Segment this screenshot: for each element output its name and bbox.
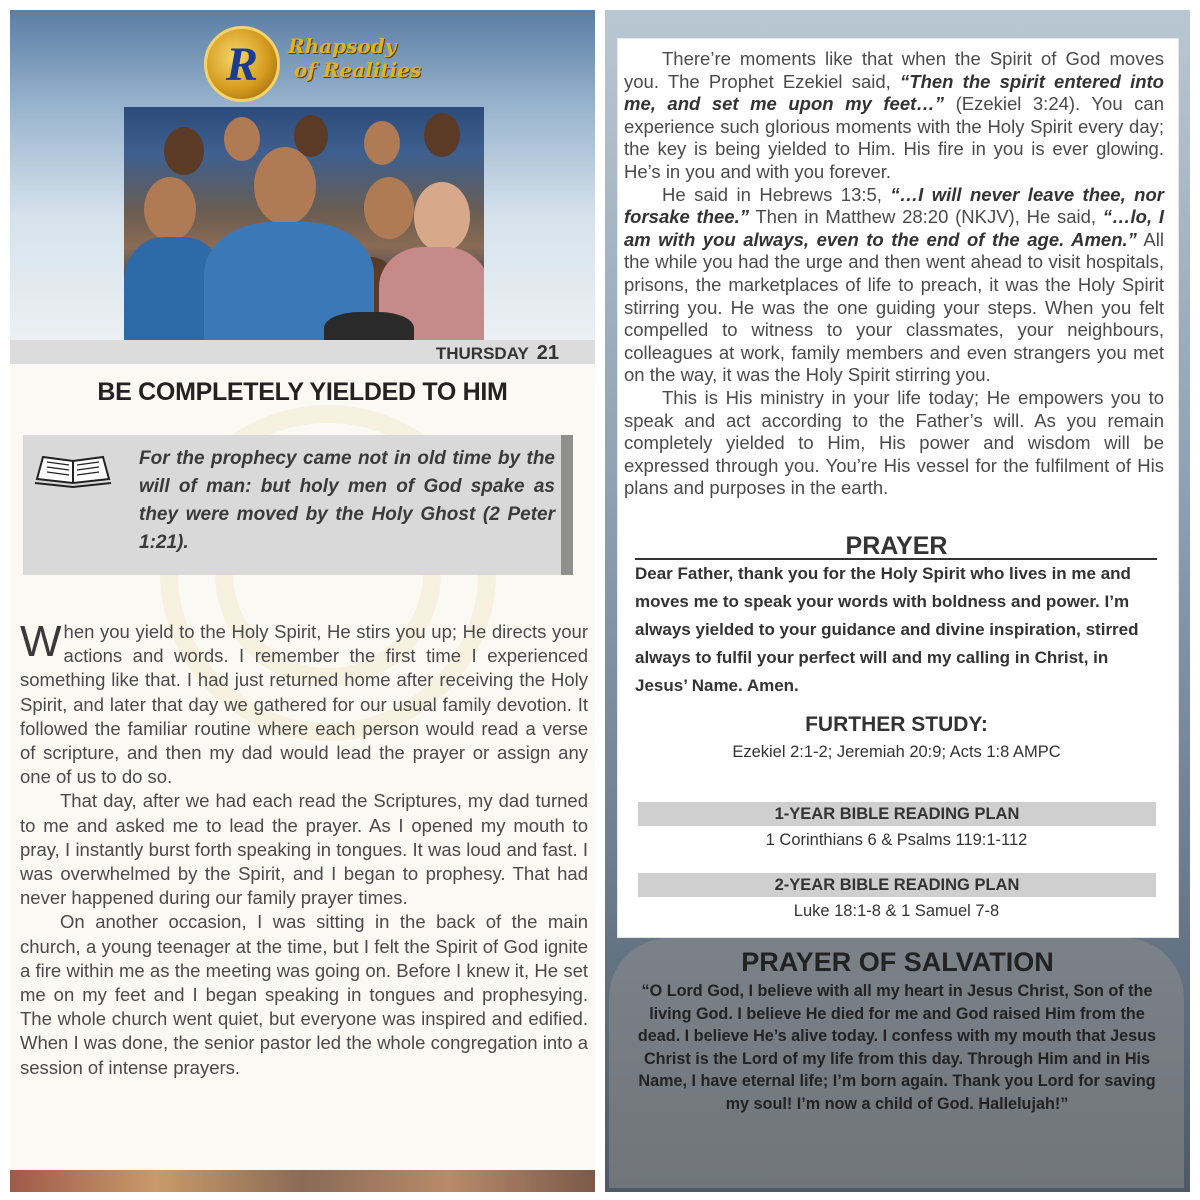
salvation-text: “O Lord God, I believe with all my heart in Jesus Christ, Son of the living God. I believe He died for me and God raised Him from the dead. I believe He’s alive today. I confess with my mouth that Jesus Christ is the Lord of my life from this day. Through Him and in His Name, I have eternal life; I’m born again. Thank you Lord for saving my soul! I’m now a child of God. Hallelujah!” xyxy=(637,982,1157,1113)
scripture-box xyxy=(23,435,573,575)
brand-logo xyxy=(196,20,426,110)
right-page xyxy=(605,10,1190,1192)
devotional-title: BE COMPLETELY YIELDED TO HIM xyxy=(97,378,508,406)
salvation-heading: PRAYER OF SALVATION xyxy=(741,947,1054,977)
drop-cap: W xyxy=(20,617,62,666)
left-page xyxy=(10,10,595,1192)
paragraph-1-text: hen you yield to the Holy Spirit, He stirs you up; He directs your actions and words. I remember the first time I experienced something like that. I had just returned home after receiving the Holy Spirit, and later that day we gathered for our usual family devotion. It followed the familiar routine where each person would read a verse of scripture, and then my dad would lead the prayer or assign any one of us to do so. xyxy=(20,621,588,788)
p4-text-b: (Ezekiel 3:24). You can experience such glorious moments with the Holy Spirit every day; the key is being yielded to Him. His fire in you is ever glowing. He’s in you and with you forever. xyxy=(624,93,1164,182)
further-study-heading: FURTHER STUDY: xyxy=(805,713,988,736)
brand-emblem-icon xyxy=(204,26,280,102)
plan1-text: 1 Corinthians 6 & Psalms 119:1-112 xyxy=(765,831,1028,849)
weekday: THURSDAY xyxy=(435,344,529,363)
open-book-icon xyxy=(33,449,113,489)
paragraph-2: That day, after we had each read the Scriptures, my dad turned to me and asked me to lead the prayer. As I opened my mouth to pray, I instantly burst forth speaking in tongues. It was loud and fast. I was overwhelmed by the Spirit, and I began to prophesy. That had never happened during our family prayer times. xyxy=(20,790,588,909)
prayer-heading: PRAYER xyxy=(845,532,948,560)
paragraph-1 xyxy=(20,617,588,789)
p5-text-b: Then in Matthew 28:20 (NKJV), He said, xyxy=(748,206,1103,228)
plan2-text: Luke 18:1-8 & 1 Samuel 7-8 xyxy=(793,902,1000,920)
brand-wordmark xyxy=(288,34,428,82)
date-label xyxy=(436,342,559,365)
paragraph-5 xyxy=(624,184,1164,387)
p5-text-c: All the while you had the urge and then went ahead to visit hospitals, prisons, the marketplaces of life to preach, it was the Holy Spirit stirring you. He was the one guiding your steps. When you felt compelled to witness to your classmates, your neighbours, colleagues at work, family members and even strangers you met on the way, it was the Holy Spirit stirring you. xyxy=(624,228,1164,386)
devotional-body-left xyxy=(20,617,588,1080)
brand-emblem-letter: R xyxy=(225,37,258,91)
congregation-photo xyxy=(124,107,484,340)
p4-text-a: There’re moments like that when the Spirit of God moves you. The Prophet Ezekiel said, xyxy=(624,48,1164,92)
paragraph-6: This is His ministry in your life today; He empowers you to speak and act according to the Father’s will. As you remain completely yielded to Him, His power and wisdom will be expressed through you. You’re His vessel for the fulfilment of His plans and purposes in the earth. xyxy=(624,386,1164,499)
scripture-text: For the prophecy came not in old time by the will of man: but holy men of God spake as they were moved by the Holy Ghost (2 Peter 1:21). xyxy=(139,448,555,553)
brand-line-2: of Realities xyxy=(294,58,422,82)
devotional-body-right xyxy=(624,48,1164,500)
further-study-text: Ezekiel 2:1-2; Jeremiah 20:9; Acts 1:8 AMPC xyxy=(732,743,1061,761)
p5-text-a: He said in Hebrews 13:5, xyxy=(662,183,891,205)
plan2-heading: 2-YEAR BIBLE READING PLAN xyxy=(638,873,1156,897)
hebrews-quote: “…I will never leave thee, nor forsake thee.” xyxy=(624,183,1164,228)
prayer-text: Dear Father, thank you for the Holy Spirit who lives in me and moves me to speak your words with boldness and power. I’m always yielded to your guidance and divine inspiration, stirred always to fulfil your perfect will and my calling in Christ, in Jesus’ Name. Amen. xyxy=(635,564,1139,695)
paragraph-4 xyxy=(624,48,1164,184)
date-bar xyxy=(10,340,595,364)
paragraph-3: On another occasion, I was sitting in the back of the main church, a young teenager at the time, but I felt the Spirit of God ignite a fire within me as the meeting was going on. Before I knew it, He set me on my feet and I began speaking in tongues and prophesying. The whole church went quiet, but everyone was inspired and edified. When I was done, the senior pastor led the whole congregation into a session of intense prayers. xyxy=(20,911,588,1078)
matthew-quote: “…lo, I am with you always, even to the end of the age. Amen.” xyxy=(624,206,1164,250)
ezekiel-quote: “Then the spirit entered into me, and set me upon my feet…” xyxy=(624,70,1164,115)
header-banner xyxy=(10,10,595,364)
brand-line-1: Rhapsody xyxy=(288,34,397,58)
day-number: 21 xyxy=(536,342,559,364)
bottom-photo-strip xyxy=(10,1170,595,1192)
plan1-heading: 1-YEAR BIBLE READING PLAN xyxy=(638,802,1156,826)
